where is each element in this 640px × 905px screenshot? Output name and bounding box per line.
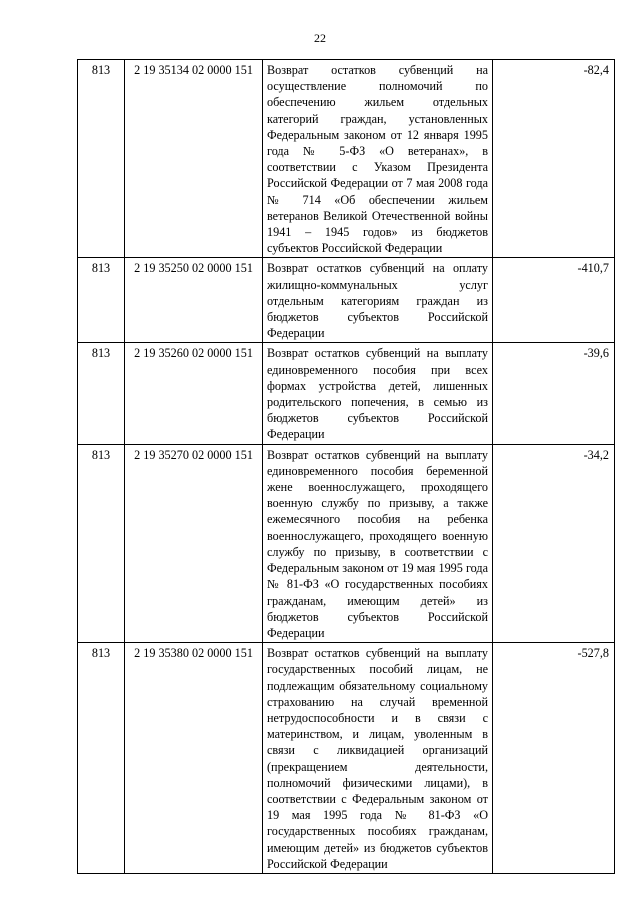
admin-code-cell: 813: [78, 343, 125, 444]
table-row: [78, 643, 615, 874]
table-row: [78, 444, 615, 642]
budget-code-cell: 2 19 35260 02 0000 151: [125, 343, 263, 444]
description-cell: Возврат остатков субвенций на выплату единовременного пособия беременной жене военнослужащего, проходящего военную службу по призыву, а также ежемесячного пособия на ребенка военнослужащего, проходящего военную службу по призыву, в соответствии с Федеральным законом от 19 мая 1995 года № 81-ФЗ «О государственных пособиях гражданам, имеющим детей» из бюджетов субъектов Российской Федерации: [263, 444, 493, 642]
budget-code-cell: 2 19 35134 02 0000 151: [125, 60, 263, 258]
description-cell: Возврат остатков субвенций на оплату жилищно-коммунальных услуг отдельным категориям граждан из бюджетов субъектов Российской Федерации: [263, 258, 493, 343]
admin-code-cell: 813: [78, 444, 125, 642]
amount-cell: -39,6: [493, 343, 615, 444]
budget-code-cell: 2 19 35250 02 0000 151: [125, 258, 263, 343]
description-cell: Возврат остатков субвенций на осуществление полномочий по обеспечению жильем отдельных категорий граждан, установленных Федеральным законом от 12 января 1995 года № 5-ФЗ «О ветеранах», в соответствии с Указом Президента Российской Федерации от 7 мая 2008 года № 714 «Об обеспечении жильем ветеранов Великой Отечественной войны 1941 – 1945 годов» из бюджетов субъектов Российской Федерации: [263, 60, 493, 258]
budget-code-cell: 2 19 35270 02 0000 151: [125, 444, 263, 642]
table-row: [78, 60, 615, 258]
description-cell: Возврат остатков субвенций на выплату единовременного пособия при всех формах устройства детей, лишенных родительского попечения, в семью из бюджетов субъектов Российской Федерации: [263, 343, 493, 444]
table-row: [78, 343, 615, 444]
budget-code-cell: 2 19 35380 02 0000 151: [125, 643, 263, 874]
admin-code-cell: 813: [78, 258, 125, 343]
admin-code-cell: 813: [78, 60, 125, 258]
table-row: [78, 258, 615, 343]
budget-table: [77, 59, 615, 874]
amount-cell: -527,8: [493, 643, 615, 874]
page-number: 22: [314, 31, 326, 45]
description-cell: Возврат остатков субвенций на выплату государственных пособий лицам, не подлежащим обязательному социальному страхованию на случай временной нетрудоспособности и в связи с материнством, и лицам, уволенным в связи с ликвидацией организаций (прекращением деятельности, полномочий физическими лицами), в соответствии с Федеральным законом от 19 мая 1995 года № 81-ФЗ «О государственных пособиях гражданам, имеющим детей» из бюджетов субъектов Российской Федерации: [263, 643, 493, 874]
amount-cell: -410,7: [493, 258, 615, 343]
amount-cell: -82,4: [493, 60, 615, 258]
amount-cell: -34,2: [493, 444, 615, 642]
admin-code-cell: 813: [78, 643, 125, 874]
